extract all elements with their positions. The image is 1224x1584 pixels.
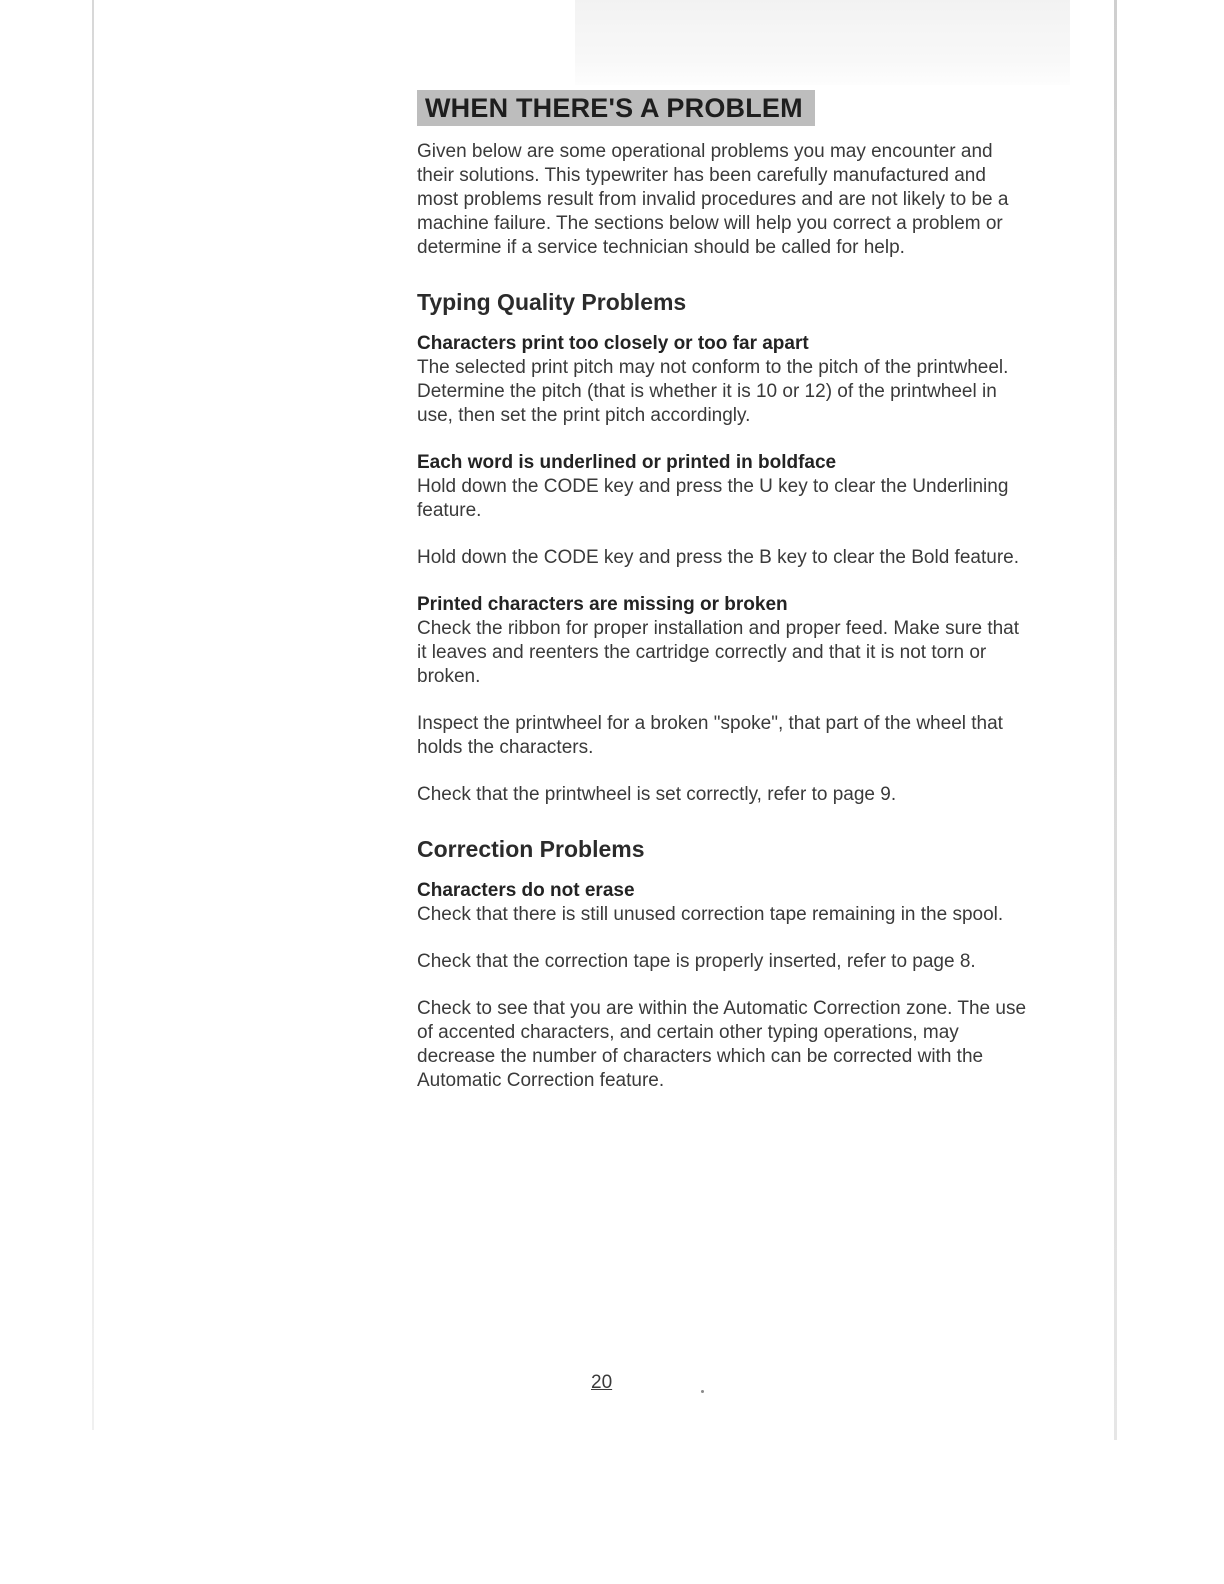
problem-paragraph: Hold down the CODE key and press the U key to clear the Underlining feature. xyxy=(417,476,1009,521)
problem-title: Printed characters are missing or broken xyxy=(417,594,788,615)
page-title: WHEN THERE'S A PROBLEM xyxy=(425,93,803,123)
scan-speck xyxy=(701,1390,704,1393)
problem-paragraph: Check that there is still unused correction tape remaining in the spool. xyxy=(417,904,1004,925)
problem-underline-bold xyxy=(417,451,1027,570)
intro-paragraph: Given below are some operational problems you may encounter and their solutions. This typewriter has been carefully manufactured and most problems result from invalid procedures and are not likely to be a machine failure. The sections below will help you correct a problem or determine if a service technician should be called for help. xyxy=(417,141,1009,258)
problem-paragraph: The selected print pitch may not conform to the pitch of the printwheel. Determine the pitch (that is whether it is 10 or 12) of the printwheel in use, then set the print pitch accordingly. xyxy=(417,357,1009,426)
section-typing-quality xyxy=(417,288,1027,807)
problem-title: Each word is underlined or printed in boldface xyxy=(417,452,837,473)
problem-paragraph: Inspect the printwheel for a broken "spoke", that part of the wheel that holds the characters. xyxy=(417,713,1003,758)
section-heading: Typing Quality Problems xyxy=(417,289,687,315)
problem-paragraph: Hold down the CODE key and press the B key to clear the Bold feature. xyxy=(417,547,1019,568)
problem-title: Characters print too closely or too far apart xyxy=(417,333,809,354)
section-correction xyxy=(417,835,1027,1093)
problem-missing-broken xyxy=(417,593,1027,807)
page-edge-left xyxy=(92,0,94,1430)
problem-paragraph: Check to see that you are within the Automatic Correction zone. The use of accented characters, and certain other typing operations, may decrease the number of characters which can be corrected with the Automatic Correction feature. xyxy=(417,998,1027,1091)
problem-no-erase xyxy=(417,879,1027,1093)
title-banner xyxy=(417,90,815,126)
page-content xyxy=(417,90,1027,1116)
scan-show-through xyxy=(575,0,1070,85)
page-number: 20 xyxy=(591,1372,613,1393)
section-heading: Correction Problems xyxy=(417,836,645,862)
problem-pitch xyxy=(417,332,1027,428)
problem-paragraph: Check the ribbon for proper installation and proper feed. Make sure that it leaves and reenters the cartridge correctly and that it is not torn or broken. xyxy=(417,618,1020,687)
page-edge-right xyxy=(1114,0,1117,1440)
problem-title: Characters do not erase xyxy=(417,880,635,901)
problem-paragraph: Check that the printwheel is set correctly, refer to page 9. xyxy=(417,784,897,805)
problem-paragraph: Check that the correction tape is properly inserted, refer to page 8. xyxy=(417,951,976,972)
